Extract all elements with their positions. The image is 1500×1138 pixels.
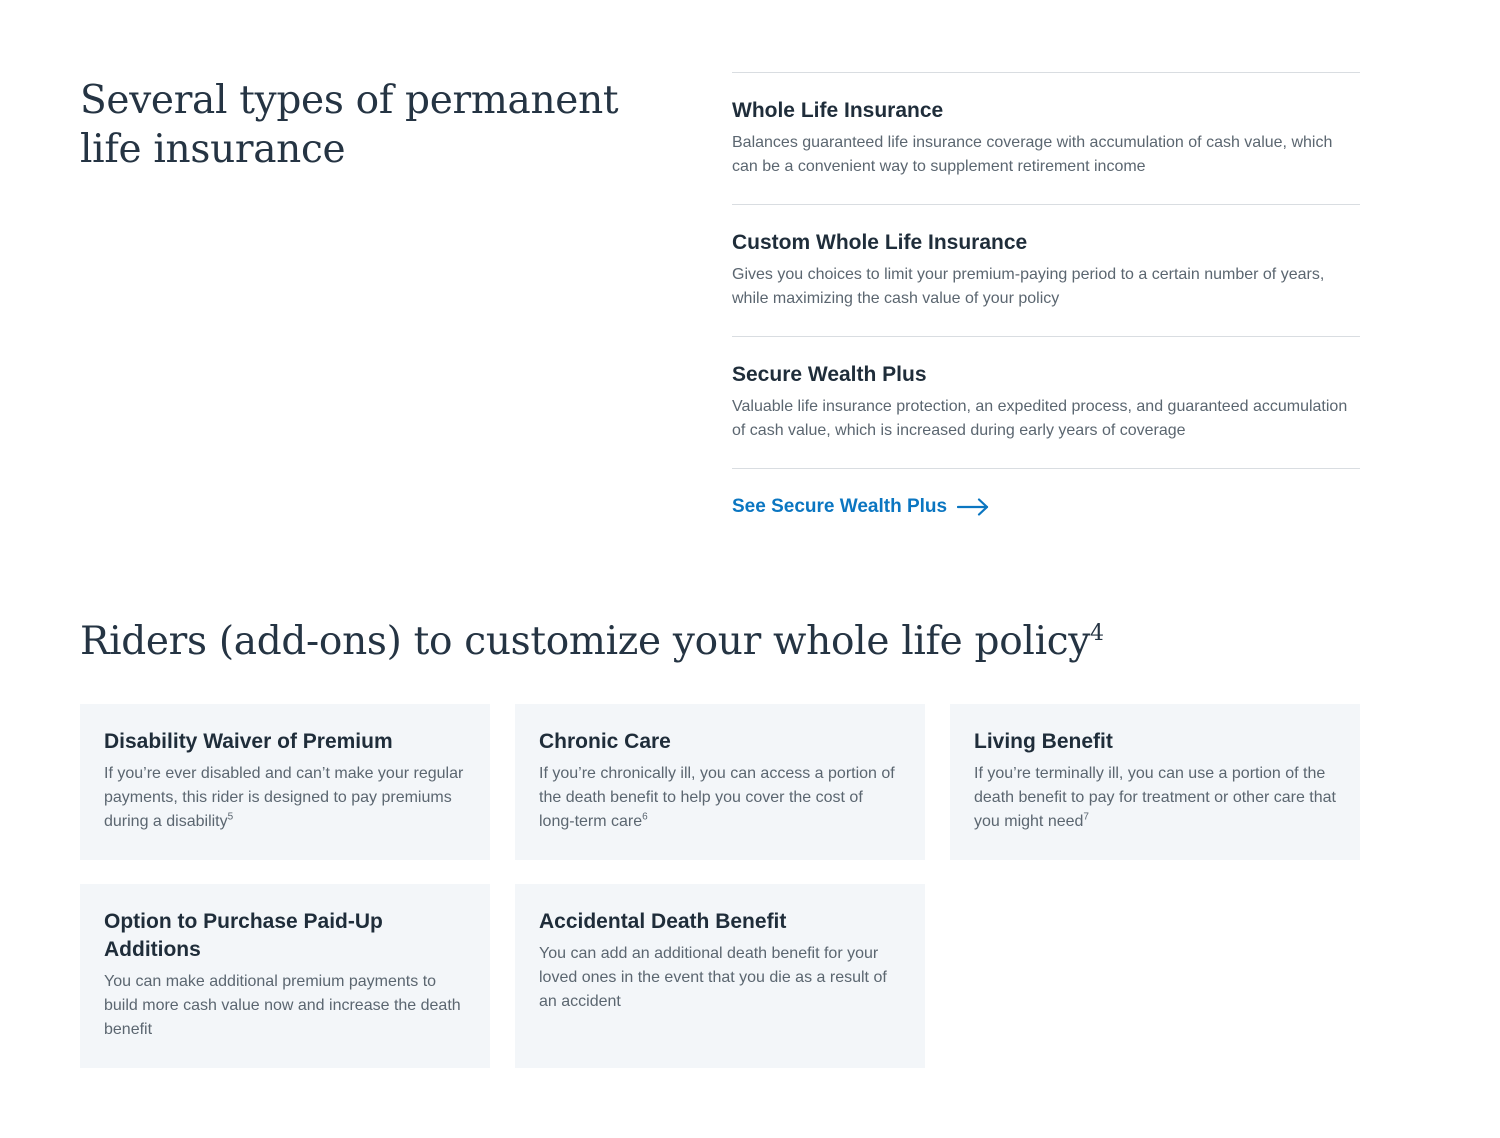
rider-card-living-benefit [950, 704, 1360, 860]
rider-card-title: Option to Purchase Paid-Up Additions [104, 910, 383, 961]
type-description: Balances guaranteed life insurance coverage with accumulation of cash value, which can be a convenient way to supplement retirement income [732, 134, 1333, 175]
permanent-life-types-section [80, 72, 1360, 542]
type-item-whole-life [732, 73, 1360, 205]
type-description: Valuable life insurance protection, an expedited process, and guaranteed accumulation of cash value, which is increased during early years of coverage [732, 398, 1348, 439]
see-link-label: See Secure Wealth Plus [732, 496, 948, 517]
rider-card-description [974, 762, 1336, 834]
rider-card-disability-waiver [80, 704, 490, 860]
rider-card-footnote: 6 [642, 811, 648, 823]
rider-card-title: Chronic Care [539, 730, 671, 753]
rider-card-paid-up-additions [80, 884, 490, 1068]
type-title: Custom Whole Life Insurance [732, 231, 1028, 254]
riders-heading-footnote: 4 [1090, 621, 1104, 646]
rider-card-footnote: 7 [1083, 811, 1089, 823]
rider-card-title: Disability Waiver of Premium [104, 730, 393, 753]
see-secure-wealth-plus-link[interactable] [732, 494, 989, 520]
rider-card-description-text: If you’re chronically ill, you can access a portion of the death benefit to help you cover the cost of long-term care [539, 765, 895, 830]
type-item-secure-wealth-plus [732, 337, 1360, 469]
type-description: Gives you choices to limit your premium-paying period to a certain number of years, while maximizing the cash value of your policy [732, 266, 1325, 307]
type-title: Whole Life Insurance [732, 99, 944, 122]
riders-heading-text: Riders (add-ons) to customize your whole life policy [80, 619, 1091, 664]
arrow-right-icon [957, 497, 989, 517]
rider-card-description [539, 762, 901, 834]
rider-card-description: You can add an additional death benefit for your loved ones in the event that you die as a result of an accident [539, 945, 887, 1010]
rider-card-accidental-death [515, 884, 925, 1068]
rider-card-description [104, 762, 466, 834]
rider-card-title: Accidental Death Benefit [539, 910, 787, 933]
rider-card-footnote: 5 [227, 811, 234, 823]
type-item-custom-whole-life [732, 205, 1360, 337]
riders-heading [80, 614, 1104, 670]
rider-card-description-text: If you’re terminally ill, you can use a portion of the death benefit to pay for treatment or other care that you might need [974, 765, 1336, 830]
type-title: Secure Wealth Plus [732, 363, 927, 386]
rider-card-chronic-care [515, 704, 925, 860]
rider-card-description: You can make additional premium payments to build more cash value now and increase the death benefit [104, 973, 461, 1038]
types-list [732, 72, 1360, 469]
rider-card-description-text: If you’re ever disabled and can’t make your regular payments, this rider is designed to pay premiums during a disability [104, 765, 464, 830]
rider-card-title: Living Benefit [974, 730, 1113, 753]
types-heading: Several types of permanent life insurance [80, 78, 619, 172]
